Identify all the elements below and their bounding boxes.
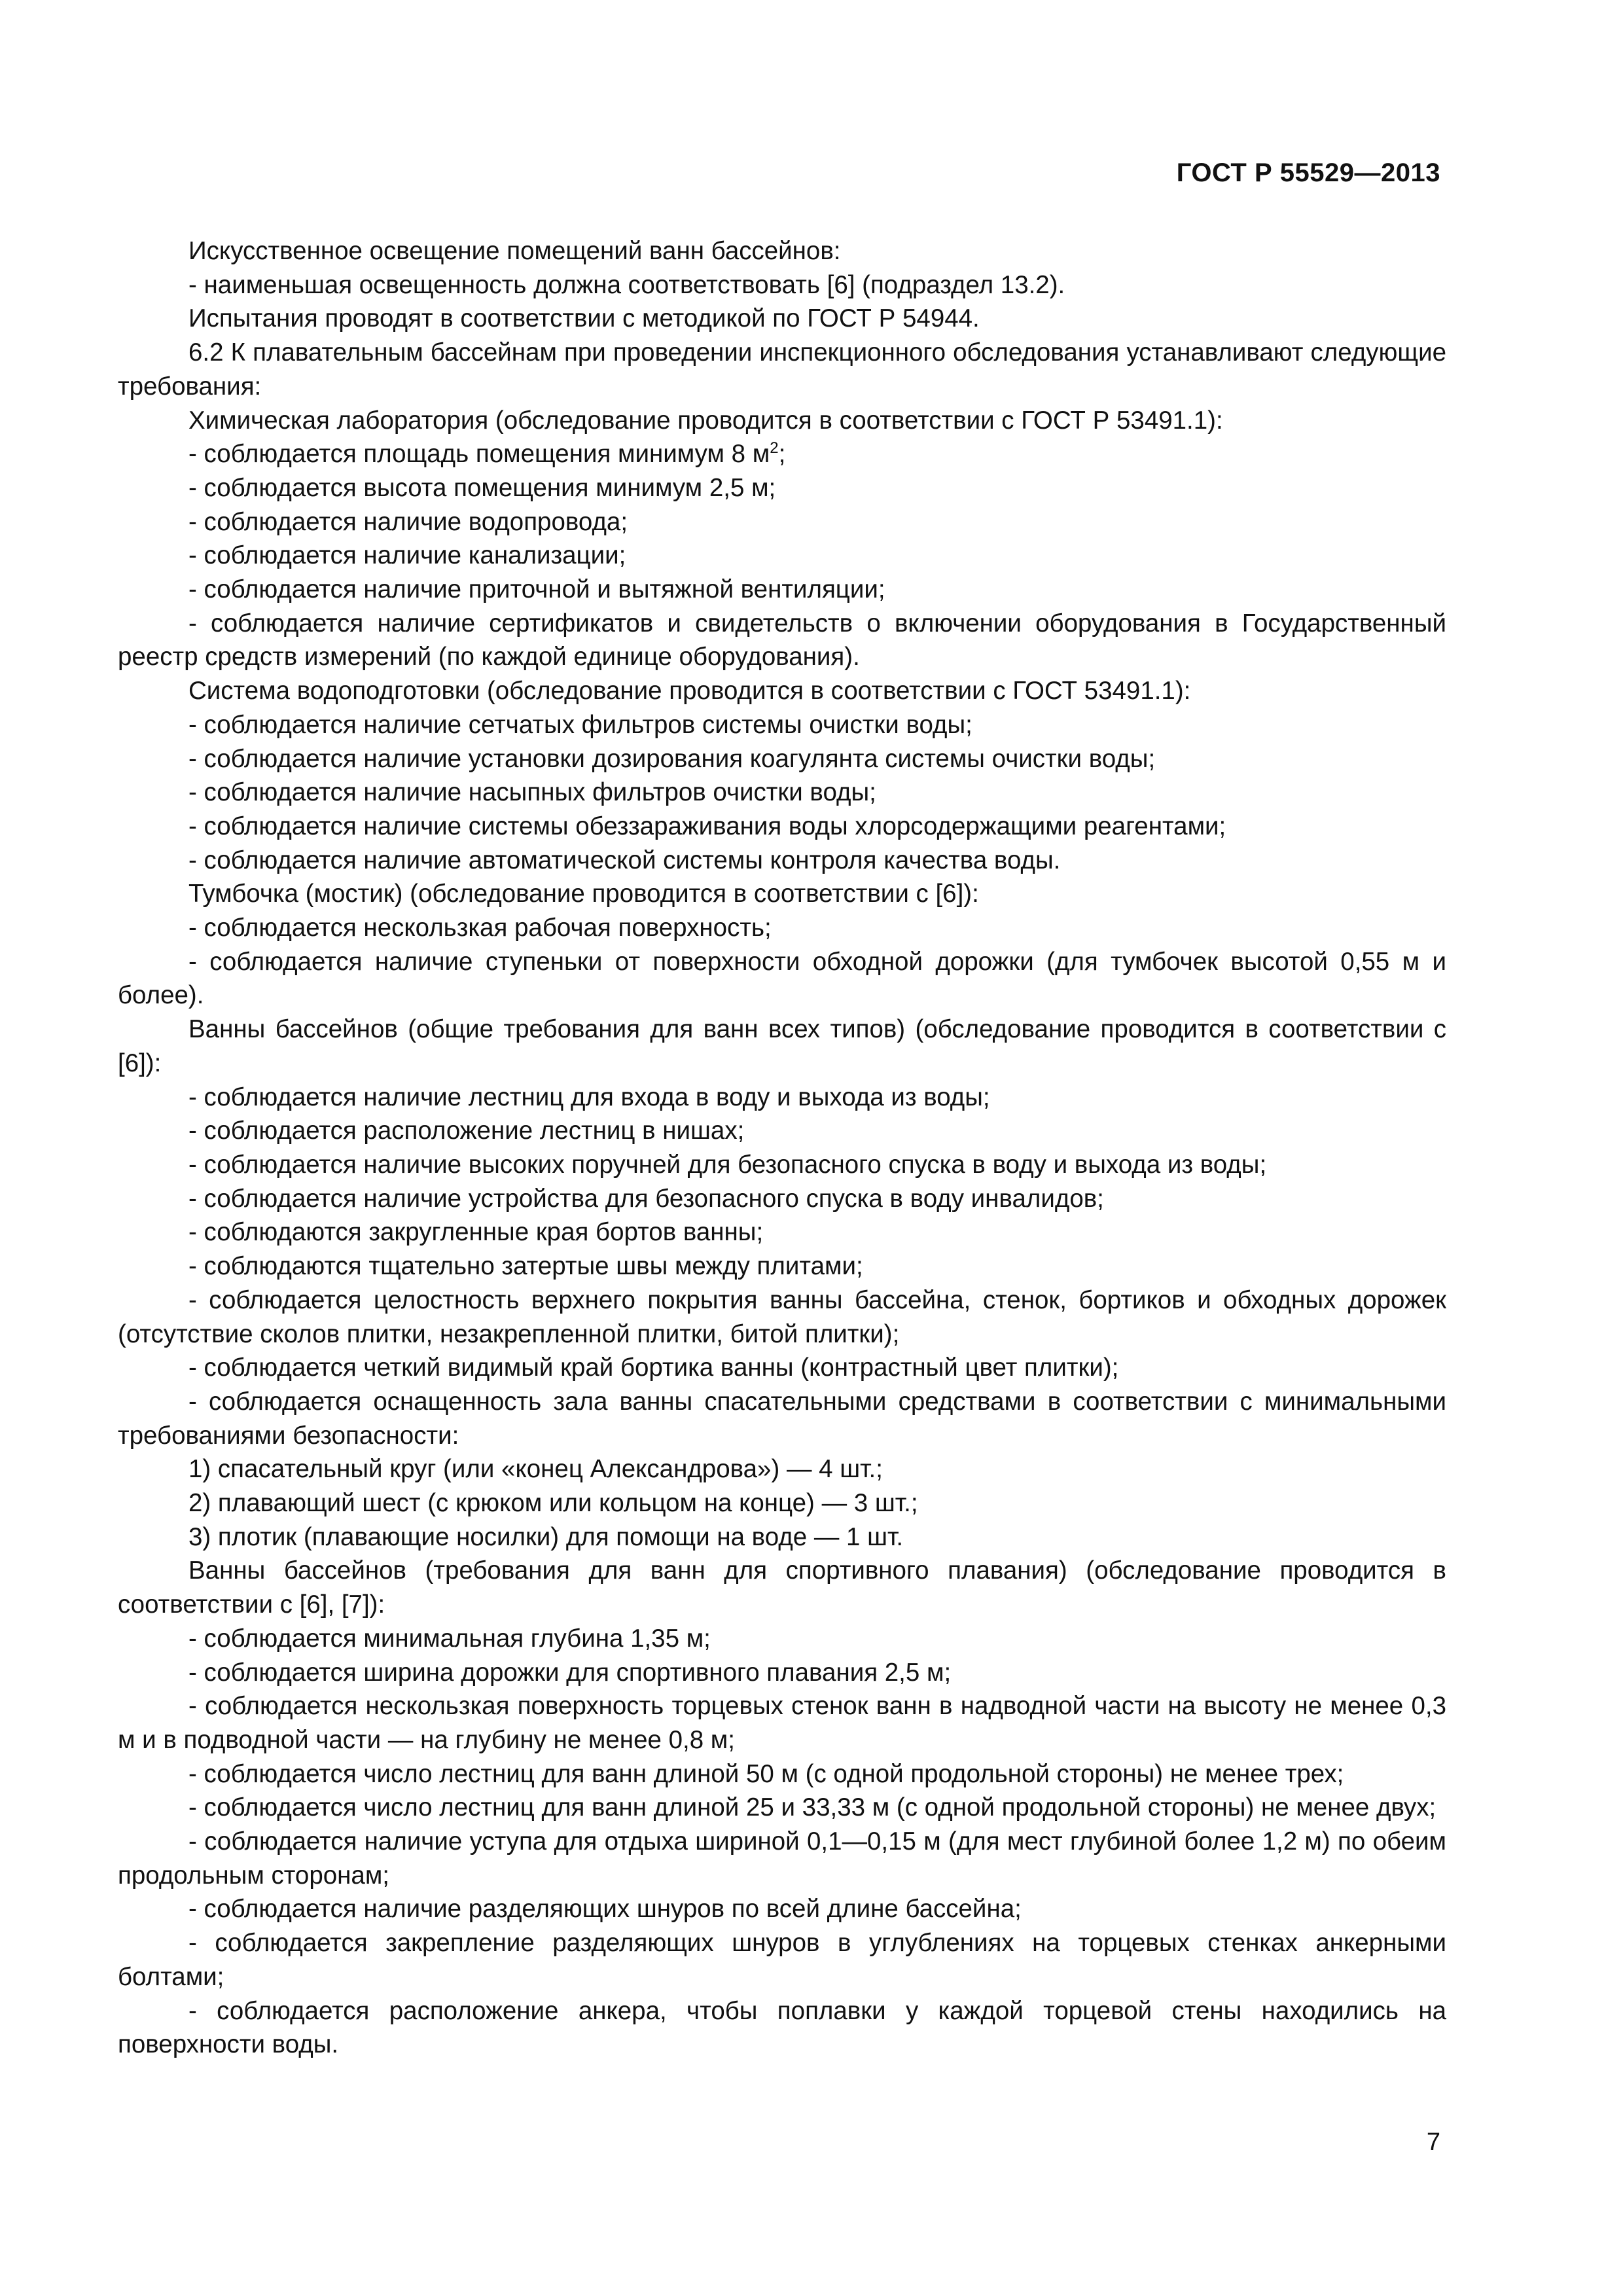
superscript: 2 [770,439,779,457]
list-item: - соблюдается наличие сертификатов и свидетельств о включении оборудования в Государственный реестр средств измерений (по каждой единице оборудования). [118,609,1446,672]
subsection-heading: Ванны бассейнов (требования для ванн для спортивного плавания) (обследование проводится в соответствии с [6], [7]): [118,1556,1446,1619]
list-item: - соблюдается наличие сетчатых фильтров системы очистки воды; [188,710,972,739]
list-item: - соблюдается нескользкая рабочая поверхность; [188,914,772,942]
list-item: - соблюдается число лестниц для ванн длиной 25 и 33,33 м (с одной продольной стороны) не менее двух; [188,1793,1436,1822]
list-item: - соблюдается наличие ступеньки от поверхности обходной дорожки (для тумбочек высотой 0,55 м и более). [118,947,1446,1010]
list-item: - наименьшая освещенность должна соответствовать [6] (подраздел 13.2). [188,270,1065,299]
document-body [118,234,1446,2062]
list-item: - соблюдается наличие канализации; [188,541,626,570]
list-item: - соблюдаются закругленные края бортов ванны; [188,1218,764,1247]
list-item: - соблюдается минимальная глубина 1,35 м; [188,1624,711,1653]
list-item: - соблюдается наличие насыпных фильтров очистки воды; [188,778,876,807]
document-code: ГОСТ Р 55529—2013 [1176,158,1440,187]
numbered-item: 1) спасательный круг (или «конец Александрова») — 4 шт.; [188,1455,883,1484]
list-item [118,437,1446,471]
list-item: - соблюдается нескользкая поверхность торцевых стенок ванн в надводной части на высоту не менее 0,3 м и в подводной части — на глубину не менее 0,8 м; [118,1692,1446,1754]
list-item: - соблюдается целостность верхнего покрытия ванны бассейна, стенок, бортиков и обходных дорожек (отсутствие сколов плитки, незакрепленной плитки, битой плитки); [118,1285,1446,1348]
list-item: - соблюдается наличие устройства для безопасного спуска в воду инвалидов; [188,1184,1104,1213]
subsection-heading: Химическая лаборатория (обследование проводится в соответствии с ГОСТ Р 53491.1): [188,406,1223,435]
numbered-item: 2) плавающий шест (с крюком или кольцом на конце) — 3 шт.; [188,1489,918,1518]
numbered-item: 3) плотик (плавающие носилки) для помощи на воде — 1 шт. [188,1522,904,1551]
list-item: - соблюдается четкий видимый край бортика ванны (контрастный цвет плитки); [188,1354,1119,1382]
page-number: 7 [1426,2128,1440,2156]
paragraph: Искусственное освещение помещений ванн бассейнов: [188,237,841,265]
list-item: - соблюдается наличие приточной и вытяжной вентиляции; [188,575,885,604]
list-item: - соблюдается число лестниц для ванн длиной 50 м (с одной продольной стороны) не менее трех; [188,1759,1344,1788]
subsection-heading: Тумбочка (мостик) (обследование проводится в соответствии с [6]): [188,880,979,908]
list-item: - соблюдается наличие уступа для отдыха шириной 0,1—0,15 м (для мест глубиной более 1,2 м) по обеим продольным сторонам; [118,1827,1446,1890]
list-item: - соблюдается наличие разделяющих шнуров по всей длине бассейна; [188,1895,1022,1924]
list-item: - соблюдается наличие водопровода; [188,507,628,536]
list-item: - соблюдается расположение лестниц в нишах; [188,1117,745,1145]
list-item-text: - соблюдается площадь помещения минимум 8 м [188,440,770,469]
list-item: - соблюдается расположение анкера, чтобы поплавки у каждой торцевой стены находились на поверхности воды. [118,1996,1446,2059]
list-item: - соблюдается наличие лестниц для входа в воду и выхода из воды; [188,1083,990,1111]
list-item: - соблюдается наличие установки дозирования коагулянта системы очистки воды; [188,744,1156,773]
list-item-tail: ; [778,440,786,469]
list-item: - соблюдается оснащенность зала ванны спасательными средствами в соответствии с минимальными требованиями безопасности: [118,1387,1446,1450]
paragraph: Испытания проводят в соответствии с методикой по ГОСТ Р 54944. [188,304,980,333]
section-paragraph: 6.2 К плавательным бассейнам при проведении инспекционного обследования устанавливают следующие требования: [118,338,1446,401]
list-item: - соблюдается высота помещения минимум 2,5 м; [188,473,776,502]
list-item: - соблюдаются тщательно затертые швы между плитами; [188,1252,863,1281]
list-item: - соблюдается наличие автоматической системы контроля качества воды. [188,846,1061,874]
list-item: - соблюдается ширина дорожки для спортивного плавания 2,5 м; [188,1658,952,1687]
subsection-heading: Система водоподготовки (обследование проводится в соответствии с ГОСТ 53491.1): [188,677,1191,706]
list-item: - соблюдается наличие высоких поручней для безопасного спуска в воду и выхода из воды; [188,1150,1267,1179]
list-item: - соблюдается наличие системы обеззараживания воды хлорсодержащими реагентами; [188,812,1226,840]
subsection-heading: Ванны бассейнов (общие требования для ванн всех типов) (обследование проводится в соответствии с [6]): [118,1015,1446,1077]
list-item: - соблюдается закрепление разделяющих шнуров в углублениях на торцевых стенках анкерными болтами; [118,1929,1446,1991]
